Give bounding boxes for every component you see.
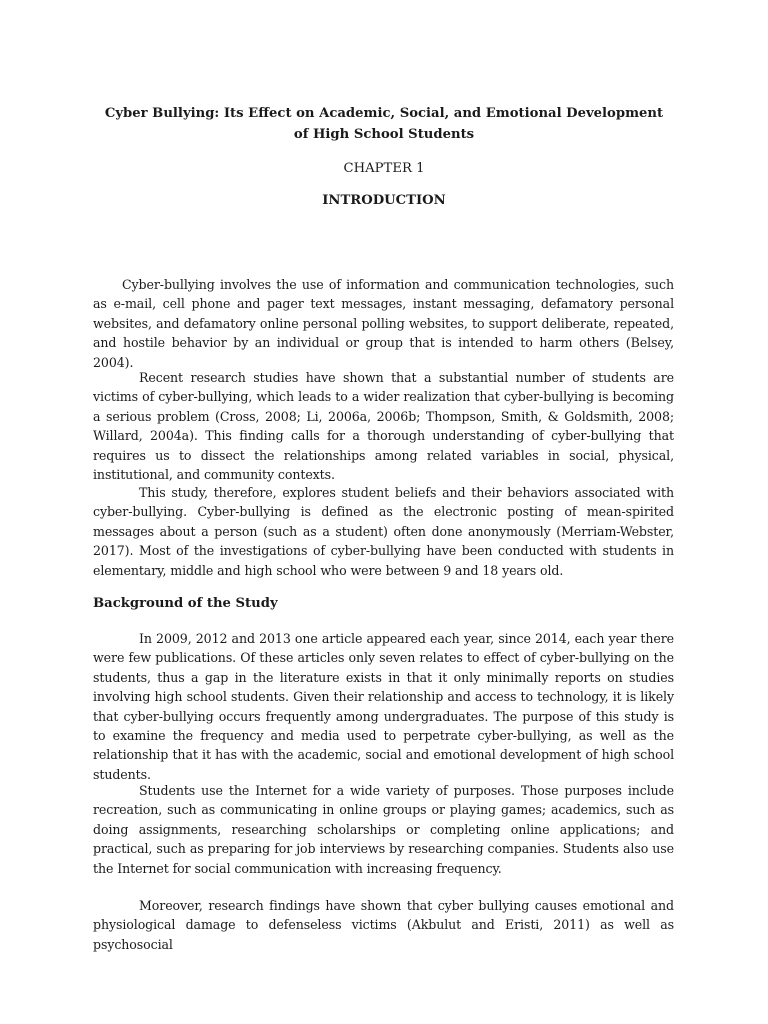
intro-paragraph-1: Cyber-bullying involves the use of information and communication technologies, such as e-mail, cell phone and pager text messages, instant messaging, defamatory personal websites, and defamatory online personal polling websites, to support deliberate, repeated, and hostile behavior by an individual or group that is intended to harm others (Belsey, 2004). [93,277,674,370]
intro-paragraph-3: This study, therefore, explores student beliefs and their behaviors associated with cyber-bullying. Cyber-bullying is defined as the electronic posting of mean-spirited messages about a person (such as a student) often done anonymously (Merriam-Webster, 2017). Most of the investigations of cyber-bullying have been conducted with students in elementary, middle and high school who were between 9 and 18 years old. [93,485,674,578]
background-heading: Background of the Study [93,596,278,611]
chapter-label: CHAPTER 1 [343,161,425,176]
background-paragraph-2: Students use the Internet for a wide variety of purposes. Those purposes include recreation, such as communicating in online groups or playing games; academics, such as doing assignments, researching scholarships or completing online applications; and practical, such as preparing for job interviews by researching companies. Students also use the Internet for social communication with increasing frequency. [93,783,674,876]
document-title: Cyber Bullying: Its Effect on Academic, Social, and Emotional Development of High School Students [104,106,664,142]
section-title: INTRODUCTION [322,193,446,208]
background-paragraph-3: Moreover, research findings have shown that cyber bullying causes emotional and physiological damage to defenseless victims (Akbulut and Eristi, 2011) as well as psychosocial [93,898,674,952]
intro-paragraph-2: Recent research studies have shown that a substantial number of students are victims of cyber-bullying, which leads to a wider realization that cyber-bullying is becoming a serious problem (Cross, 2008; Li, 2006a, 2006b; Thompson, Smith, & Goldsmith, 2008; Willard, 2004a). This finding calls for a thorough understanding of cyber-bullying that requires us to dissect the relationships among related variables in social, physical, institutional, and community contexts. [93,370,674,483]
background-paragraph-1: In 2009, 2012 and 2013 one article appeared each year, since 2014, each year there were few publications. Of these articles only seven relates to effect of cyber-bullying on the students, thus a gap in the literature exists in that it only minimally reports on studies involving high school students. Given their relationship and access to technology, it is likely that cyber-bullying occurs frequently among undergraduates. The purpose of this study is to examine the frequency and media used to perpetrate cyber-bullying, as well as the relationship that it has with the academic, social and emotional development of high school students. [93,631,674,782]
